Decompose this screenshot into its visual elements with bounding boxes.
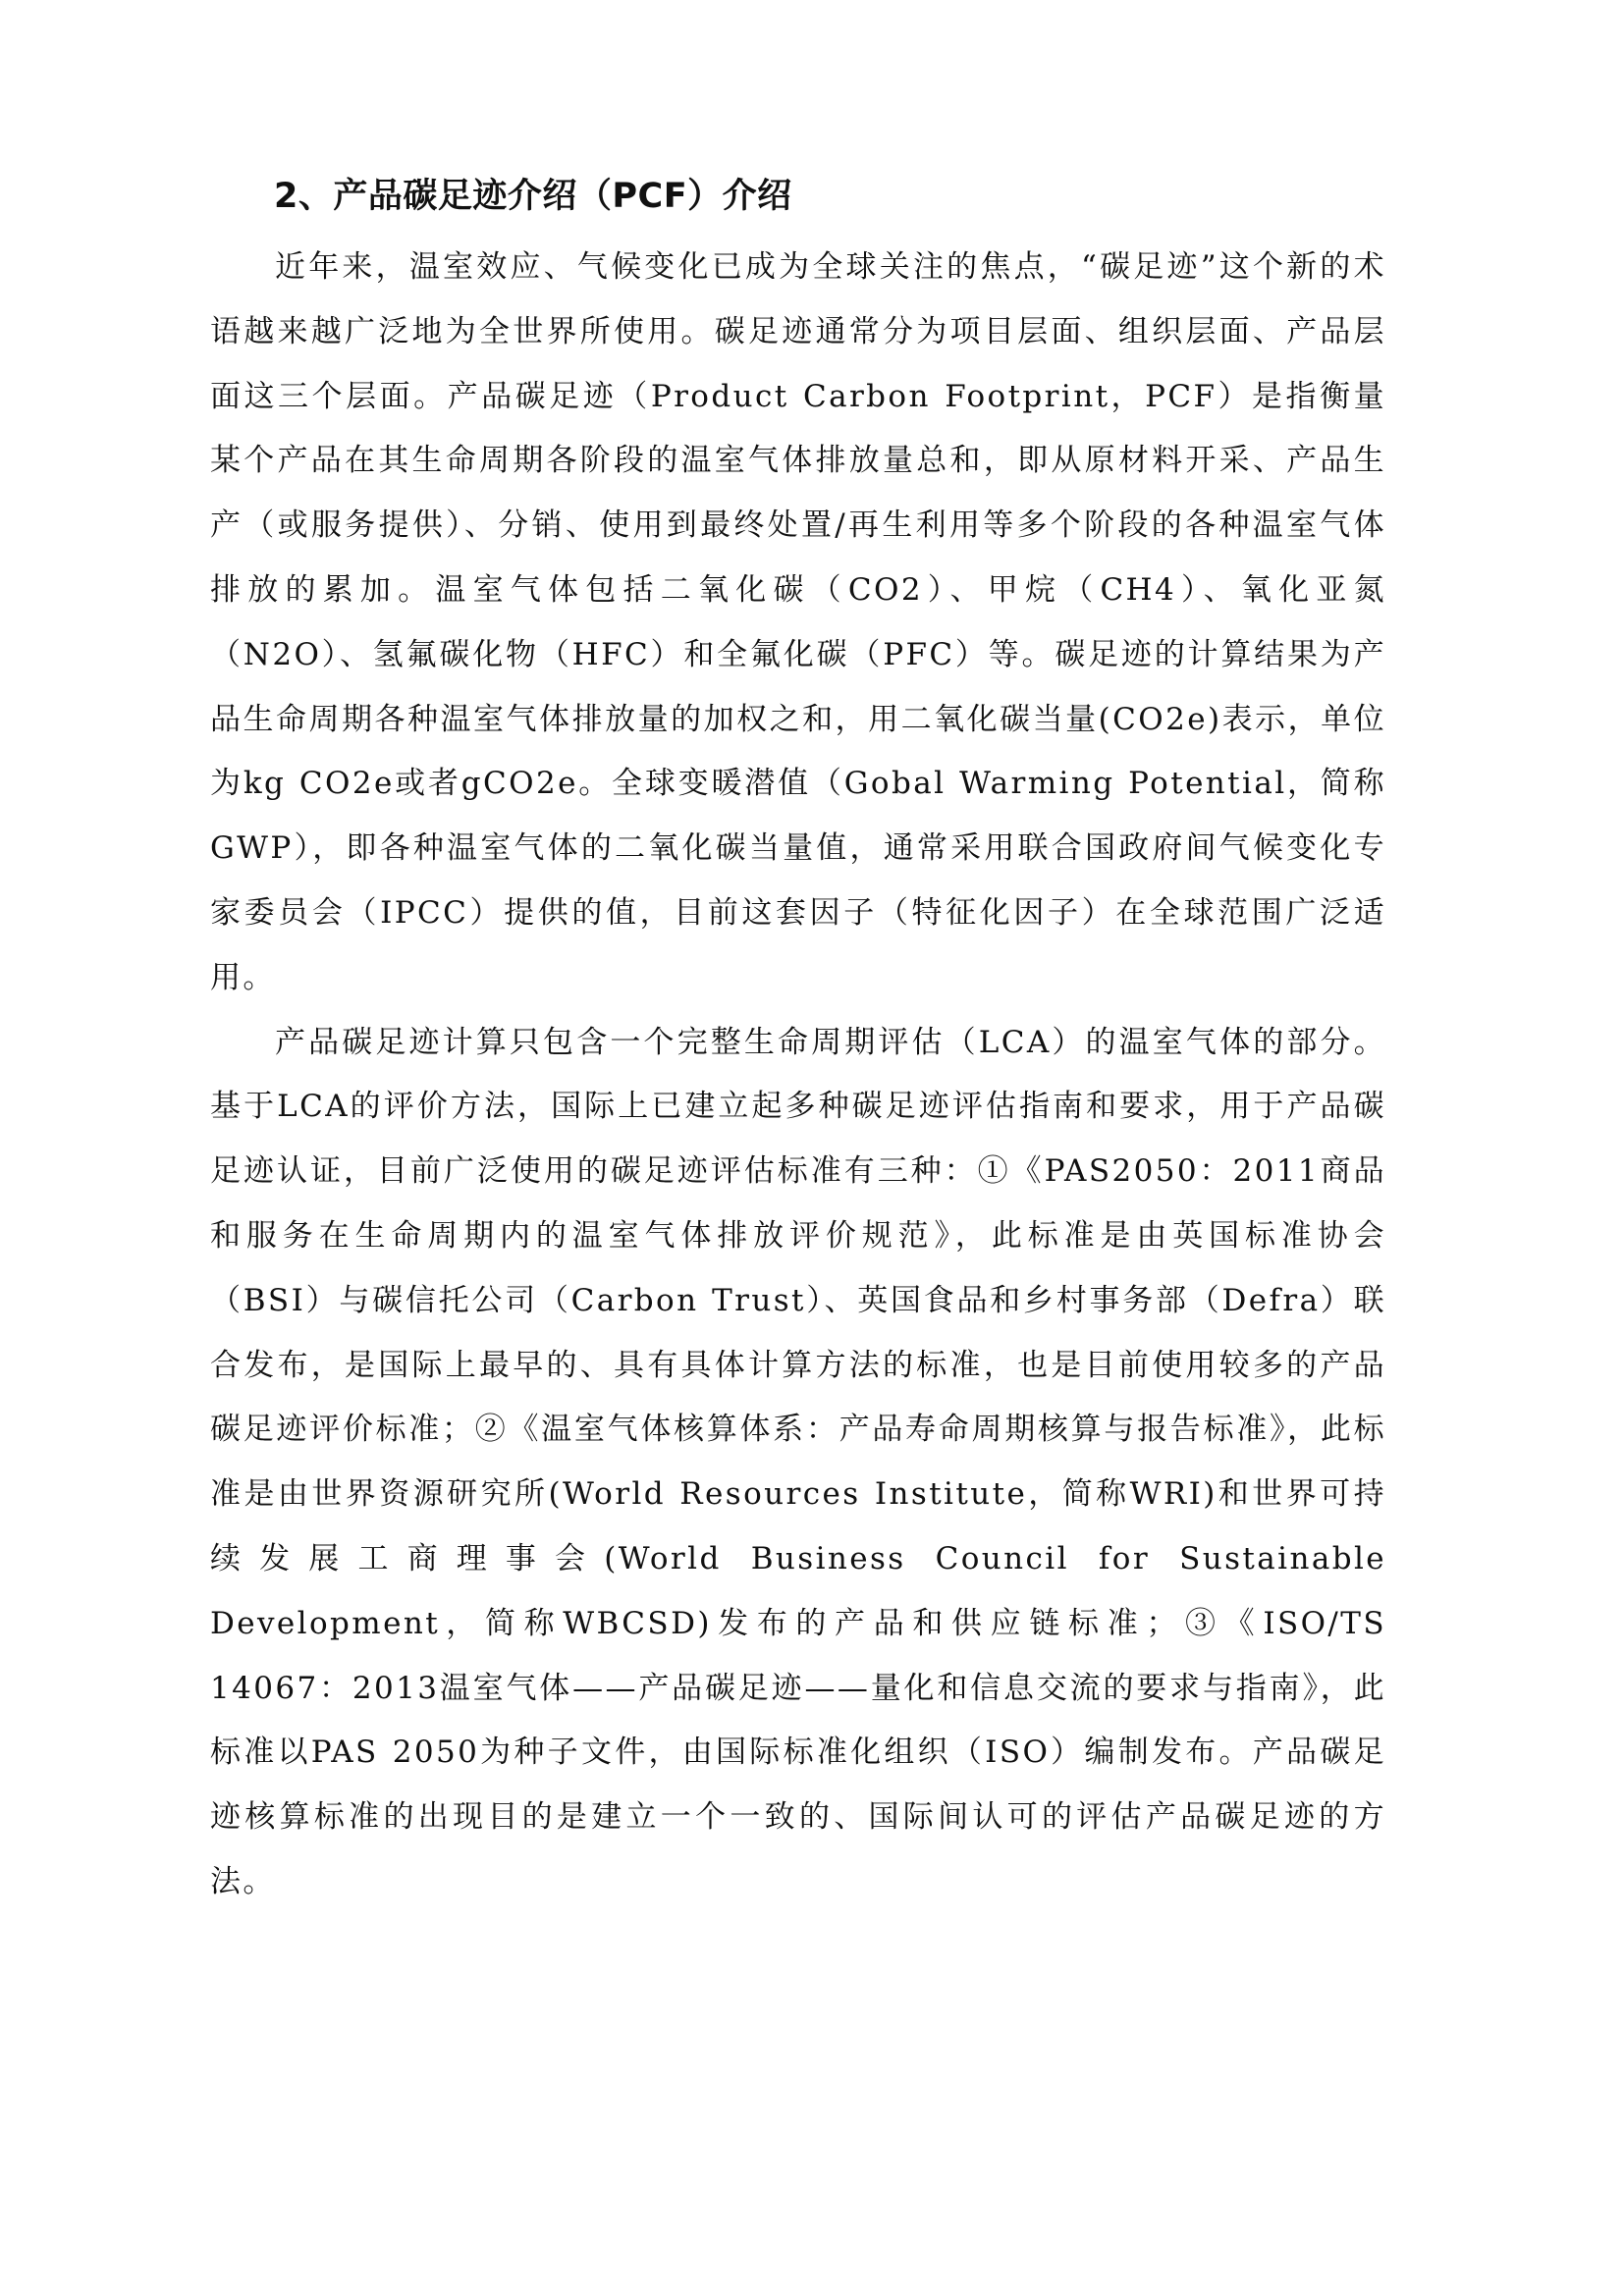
section-heading: 2、产品碳足迹介绍（PCF）介绍 [274, 177, 792, 216]
document-body [210, 173, 1386, 1915]
paragraph-pcf-definition: 近年来，温室效应、气候变化已成为全球关注的焦点，“碳足迹”这个新的术语越来越广泛地为全世界所使用。碳足迹通常分为项目层面、组织层面、产品层面这三个层面。产品碳足迹（Product Carbon Footprint，PCF）是指衡量某个产品在其生命周期各阶段的温室气体排放量总和，即从原材料开采、产品生产（或服务提供）、分销、使用到最终处置/再生利用等多个阶段的各种温室气体排放的累加。温室气体包括二氧化碳（CO2）、甲烷（CH4）、氧化亚氮（N2O）、氢氟碳化物（HFC）和全氟化碳（PFC）等。碳足迹的计算结果为产品生命周期各种温室气体排放量的加权之和，用二氧化碳当量(CO2e)表示，单位为kg CO2e或者gCO2e。全球变暖潜值（Gobal Warming Potential，简称GWP），即各种温室气体的二氧化碳当量值，通常采用联合国政府间气候变化专家委员会（IPCC）提供的值，目前这套因子（特征化因子）在全球范围广泛适用。 [210, 249, 1386, 995]
paragraph-pcf-standards: 产品碳足迹计算只包含一个完整生命周期评估（LCA）的温室气体的部分。基于LCA的评价方法，国际上已建立起多种碳足迹评估指南和要求，用于产品碳足迹认证，目前广泛使用的碳足迹评估标准有三种：①《PAS2050：2011商品和服务在生命周期内的温室气体排放评价规范》，此标准是由英国标准协会（BSI）与碳信托公司（Carbon Trust）、英国食品和乡村事务部（Defra）联合发布，是国际上最早的、具有具体计算方法的标准，也是目前使用较多的产品碳足迹评价标准；②《温室气体核算体系：产品寿命周期核算与报告标准》，此标准是由世界资源研究所(World Resources Institute，简称WRI)和世界可持续发展工商理事会(World Business Council for Sustainable Development，简称WBCSD)发布的产品和供应链标准；③《ISO/TS 14067：2013温室气体——产品碳足迹——量化和信息交流的要求与指南》，此标准以PAS 2050为种子文件，由国际标准化组织（ISO）编制发布。产品碳足迹核算标准的出现目的是建立一个一致的、国际间认可的评估产品碳足迹的方法。 [210, 1024, 1386, 1899]
